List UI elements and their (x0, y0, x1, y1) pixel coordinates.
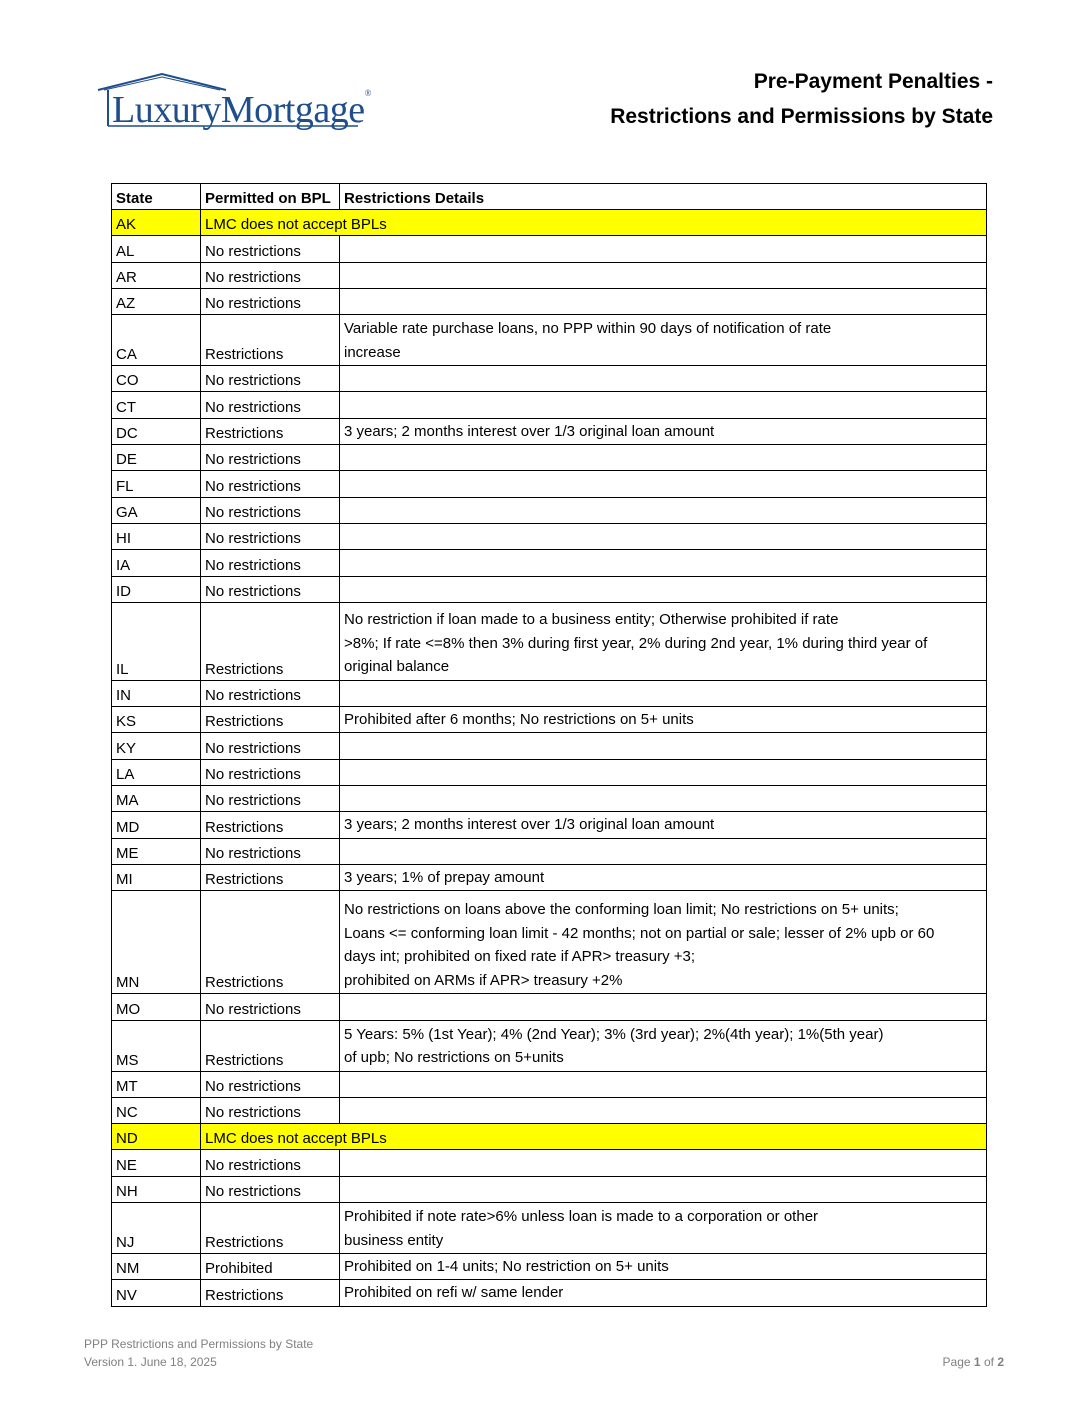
permitted-cell: No restrictions (201, 550, 340, 576)
state-cell: AL (112, 236, 201, 262)
details-cell (340, 288, 987, 314)
details-cell (340, 786, 987, 812)
permitted-cell: Restrictions (201, 864, 340, 890)
details-cell: Prohibited if note rate>6% unless loan is made to a corporation or other business entity (340, 1203, 987, 1254)
state-cell: LA (112, 759, 201, 785)
permitted-cell: No restrictions (201, 497, 340, 523)
permitted-cell: No restrictions (201, 680, 340, 706)
permitted-cell: Prohibited (201, 1254, 340, 1280)
table-row (112, 1124, 987, 1150)
table-row (112, 759, 987, 785)
table-row (112, 497, 987, 523)
details-cell (340, 1150, 987, 1176)
state-cell: MO (112, 994, 201, 1020)
state-cell: DC (112, 418, 201, 444)
state-cell: NV (112, 1280, 201, 1306)
table-row (112, 392, 987, 418)
permitted-cell: No restrictions (201, 392, 340, 418)
state-cell: DE (112, 445, 201, 471)
table-row (112, 891, 987, 994)
details-cell (340, 471, 987, 497)
state-cell: MA (112, 786, 201, 812)
state-cell: CO (112, 366, 201, 392)
details-cell (340, 550, 987, 576)
table-row (112, 994, 987, 1020)
permitted-cell: No restrictions (201, 759, 340, 785)
table-row (112, 1254, 987, 1280)
details-cell: 5 Years: 5% (1st Year); 4% (2nd Year); 3% (3rd year); 2%(4th year); 1%(5th year) of upb; No restrictions on 5+units (340, 1020, 987, 1071)
table-row (112, 812, 987, 838)
page-title-line2: Restrictions and Permissions by State (610, 105, 993, 128)
details-cell (340, 497, 987, 523)
table-row (112, 576, 987, 602)
table-row (112, 1020, 987, 1071)
details-cell: Variable rate purchase loans, no PPP within 90 days of notification of rate increase (340, 315, 987, 366)
state-cell: ID (112, 576, 201, 602)
state-cell: MS (112, 1020, 201, 1071)
details-cell (340, 1176, 987, 1202)
state-cell: IN (112, 680, 201, 706)
details-cell: Prohibited on refi w/ same lender (340, 1280, 987, 1306)
details-cell (340, 994, 987, 1020)
company-logo (96, 70, 386, 140)
table-header-row (112, 184, 987, 210)
table-row (112, 471, 987, 497)
state-cell: MN (112, 891, 201, 994)
permitted-cell: No restrictions (201, 236, 340, 262)
details-cell: 3 years; 2 months interest over 1/3 original loan amount (340, 812, 987, 838)
details-cell: No restrictions on loans above the conforming loan limit; No restrictions on 5+ units; Loans <= conforming loan limit - 42 months; not on partial or sale; lesser of 2% upb or 60 days int; prohibited on fixed rate if APR> treasury +3; prohibited on ARMs if APR> treasury +2% (340, 891, 987, 994)
column-header-state: State (112, 184, 201, 210)
details-cell: 3 years; 2 months interest over 1/3 original loan amount (340, 418, 987, 444)
state-cell: MD (112, 812, 201, 838)
permitted-cell: No restrictions (201, 733, 340, 759)
state-cell: ME (112, 838, 201, 864)
permitted-cell: Restrictions (201, 602, 340, 680)
table-row (112, 418, 987, 444)
table-row (112, 1071, 987, 1097)
details-cell (340, 1097, 987, 1123)
details-cell (340, 680, 987, 706)
details-cell (340, 838, 987, 864)
details-cell: Prohibited after 6 months; No restrictions on 5+ units (340, 707, 987, 733)
permitted-cell: No restrictions (201, 786, 340, 812)
details-cell (340, 733, 987, 759)
state-cell: KY (112, 733, 201, 759)
state-cell: GA (112, 497, 201, 523)
page-title-line1: Pre-Payment Penalties - (753, 70, 993, 93)
permitted-cell: No restrictions (201, 523, 340, 549)
table-row (112, 1280, 987, 1306)
table-row (112, 1097, 987, 1123)
details-cell (340, 445, 987, 471)
table-row (112, 602, 987, 680)
state-cell: MT (112, 1071, 201, 1097)
state-cell: CA (112, 315, 201, 366)
state-cell: NJ (112, 1203, 201, 1254)
permitted-cell: Restrictions (201, 1203, 340, 1254)
details-cell (340, 1071, 987, 1097)
details-cell (340, 759, 987, 785)
permitted-cell: No restrictions (201, 576, 340, 602)
table-row (112, 838, 987, 864)
permitted-cell: No restrictions (201, 838, 340, 864)
table-row (112, 733, 987, 759)
permitted-cell: Restrictions (201, 1280, 340, 1306)
details-cell: 3 years; 1% of prepay amount (340, 864, 987, 890)
state-cell: MI (112, 864, 201, 890)
permitted-cell: Restrictions (201, 315, 340, 366)
state-cell: FL (112, 471, 201, 497)
permitted-cell: No restrictions (201, 1071, 340, 1097)
column-header-details: Restrictions Details (340, 184, 987, 210)
details-cell (340, 392, 987, 418)
table-row (112, 366, 987, 392)
details-cell (340, 236, 987, 262)
footer-version: Version 1. June 18, 2025 (84, 1355, 217, 1369)
permitted-cell: No restrictions (201, 1097, 340, 1123)
state-cell: NH (112, 1176, 201, 1202)
permitted-cell: Restrictions (201, 1020, 340, 1071)
permitted-cell: No restrictions (201, 288, 340, 314)
state-cell: CT (112, 392, 201, 418)
table-row (112, 445, 987, 471)
state-cell: IL (112, 602, 201, 680)
table-row (112, 707, 987, 733)
state-cell: AR (112, 262, 201, 288)
permitted-cell: No restrictions (201, 366, 340, 392)
state-cell: NE (112, 1150, 201, 1176)
permitted-cell: No restrictions (201, 1176, 340, 1202)
details-cell (340, 576, 987, 602)
ppp-state-table (111, 183, 987, 1307)
details-cell (340, 262, 987, 288)
footer-document-name: PPP Restrictions and Permissions by State (84, 1337, 314, 1351)
table-row (112, 550, 987, 576)
permitted-cell: No restrictions (201, 994, 340, 1020)
permitted-cell: No restrictions (201, 1150, 340, 1176)
state-cell: NC (112, 1097, 201, 1123)
table-row (112, 1203, 987, 1254)
permitted-cell: LMC does not accept BPLs (201, 1124, 987, 1150)
permitted-cell: Restrictions (201, 812, 340, 838)
table-row (112, 262, 987, 288)
permitted-cell: Restrictions (201, 418, 340, 444)
state-cell: HI (112, 523, 201, 549)
table-row (112, 1150, 987, 1176)
state-cell: AK (112, 210, 201, 236)
logo-text: LuxuryMortgage® (112, 88, 371, 131)
permitted-cell: LMC does not accept BPLs (201, 210, 987, 236)
state-cell: ND (112, 1124, 201, 1150)
permitted-cell: Restrictions (201, 891, 340, 994)
state-cell: NM (112, 1254, 201, 1280)
table-row (112, 288, 987, 314)
permitted-cell: No restrictions (201, 262, 340, 288)
table-row (112, 1176, 987, 1202)
table-row (112, 864, 987, 890)
table-row (112, 786, 987, 812)
state-cell: AZ (112, 288, 201, 314)
table-row (112, 680, 987, 706)
details-cell: No restriction if loan made to a business entity; Otherwise prohibited if rate >8%; If rate <=8% then 3% during first year, 2% during 2nd year, 1% during third year of original balance (340, 602, 987, 680)
details-cell: Prohibited on 1-4 units; No restriction on 5+ units (340, 1254, 987, 1280)
permitted-cell: Restrictions (201, 707, 340, 733)
permitted-cell: No restrictions (201, 445, 340, 471)
table-row (112, 523, 987, 549)
table-row (112, 315, 987, 366)
state-cell: KS (112, 707, 201, 733)
footer-page-number: Page 1 of 2 (942, 1355, 1004, 1369)
details-cell (340, 366, 987, 392)
details-cell (340, 523, 987, 549)
state-cell: IA (112, 550, 201, 576)
table-row (112, 210, 987, 236)
column-header-permitted: Permitted on BPL (201, 184, 340, 210)
table-row (112, 236, 987, 262)
permitted-cell: No restrictions (201, 471, 340, 497)
